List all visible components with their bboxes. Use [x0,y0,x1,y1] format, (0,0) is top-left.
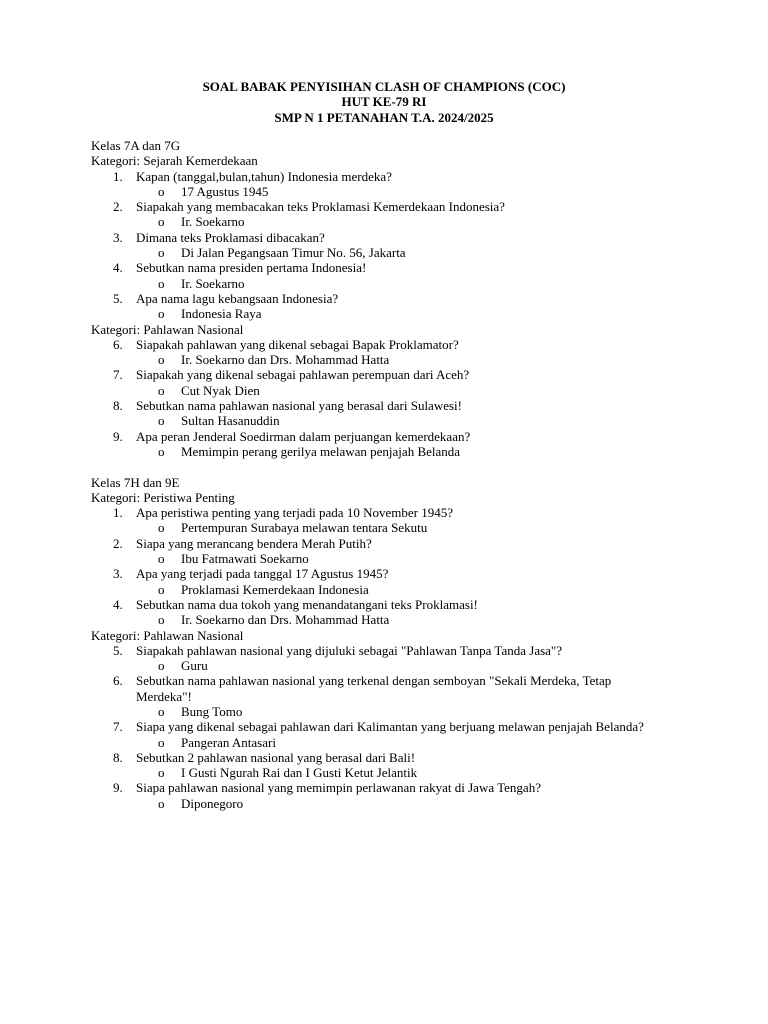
bullet-icon: o [158,734,165,750]
bullet-icon: o [158,214,165,230]
answer-item [91,444,691,459]
answer-item [91,765,691,780]
answer-text: Ir. Soekarno [181,214,245,230]
question-item [91,429,666,444]
question-text: Siapa yang dikenal sebagai pahlawan dari Kalimantan yang berjuang melawan penjajah Belanda? [136,719,644,735]
bullet-icon: o [158,612,165,628]
answer-item [91,612,691,627]
question-item [91,260,666,275]
answer-text: Bung Tomo [181,703,243,719]
question-text: Siapakah yang membacakan teks Proklamasi Kemerdekaan Indonesia? [136,199,505,215]
question-text: Siapa pahlawan nasional yang memimpin perlawanan rakyat di Jawa Tengah? [136,780,541,796]
question-number: 9. [113,780,123,796]
bullet-icon: o [158,183,165,199]
bullet-icon: o [158,703,165,719]
question-text: Sebutkan 2 pahlawan nasional yang berasal dari Bali! [136,749,416,765]
answer-item [91,704,691,719]
question-number: 1. [113,168,123,184]
question-text: Siapakah pahlawan nasional yang dijuluki sebagai "Pahlawan Tanpa Tanda Jasa"? [136,642,562,658]
answer-text: Ir. Soekarno dan Drs. Mohammad Hatta [181,352,390,368]
question-item [91,643,666,658]
document-body [91,138,691,811]
section-spacer [91,459,691,474]
section-heading-kelas-7h-9e: Kelas 7H dan 9E [91,474,180,490]
question-number: 3. [113,566,123,582]
question-text: Sebutkan nama pahlawan nasional yang berasal dari Sulawesi! [136,398,462,414]
answer-item [91,383,691,398]
answer-item [91,306,691,321]
category-heading-pahlawan-nasional-2: Kategori: Pahlawan Nasional [91,627,244,643]
answer-item [91,184,691,199]
answer-text: Pertempuran Surabaya melawan tentara Sekutu [181,520,428,536]
question-item [91,169,666,184]
answer-text: Indonesia Raya [181,306,262,322]
question-item [91,597,666,612]
question-number: 7. [113,719,123,735]
answer-text: Proklamasi Kemerdekaan Indonesia [181,581,369,597]
answer-item [91,352,691,367]
bullet-icon: o [158,658,165,674]
answer-item [91,735,691,750]
question-number: 4. [113,260,123,276]
question-item [91,750,666,765]
question-item [91,780,666,795]
question-item [91,505,666,520]
question-number: 2. [113,199,123,215]
bullet-icon: o [158,306,165,322]
answer-text: Di Jalan Pegangsaan Timur No. 56, Jakarta [181,245,406,261]
bullet-icon: o [158,245,165,261]
answer-text: Cut Nyak Dien [181,382,260,398]
question-number: 1. [113,505,123,521]
question-text: Apa peristiwa penting yang terjadi pada 10 November 1945? [136,505,453,521]
answer-text: I Gusti Ngurah Rai dan I Gusti Ketut Jelantik [181,765,418,781]
question-item [91,291,666,306]
question-item [91,673,666,704]
answer-text: Ibu Fatmawati Soekarno [181,551,309,567]
answer-item [91,245,691,260]
answer-text: Guru [181,658,208,674]
question-number: 5. [113,290,123,306]
answer-item [91,582,691,597]
question-item [91,536,666,551]
question-number: 7. [113,367,123,383]
question-number: 5. [113,642,123,658]
bullet-icon: o [158,551,165,567]
answer-text: Pangeran Antasari [181,734,276,750]
question-item [91,337,666,352]
answer-item [91,796,691,811]
bullet-icon: o [158,275,165,291]
document-title: SOAL BABAK PENYISIHAN CLASH OF CHAMPIONS (COC) [202,79,566,94]
answer-item [91,551,691,566]
question-text: Dimana teks Proklamasi dibacakan? [136,229,325,245]
answer-text: Memimpin perang gerilya melawan penjajah Belanda [181,443,461,459]
question-item [91,230,666,245]
answer-text: Sultan Hasanuddin [181,413,280,429]
bullet-icon: o [158,352,165,368]
question-item [91,367,666,382]
question-text: Siapakah pahlawan yang dikenal sebagai Bapak Proklamator? [136,336,459,352]
bullet-icon: o [158,520,165,536]
question-text: Sebutkan nama pahlawan nasional yang terkenal dengan semboyan "Sekali Merdeka, Tetap Merdeka"! [136,673,612,704]
question-text: Sebutkan nama dua tokoh yang menandatangani teks Proklamasi! [136,596,478,612]
section-heading-kelas-7a-7g: Kelas 7A dan 7G [91,138,181,153]
bullet-icon: o [158,382,165,398]
document-subtitle-school: SMP N 1 PETANAHAN T.A. 2024/2025 [274,109,494,125]
bullet-icon: o [158,581,165,597]
answer-text: 17 Agustus 1945 [181,183,269,199]
question-text: Kapan (tanggal,bulan,tahun) Indonesia merdeka? [136,168,392,184]
question-text: Siapa yang merancang bendera Merah Putih? [136,535,372,551]
question-number: 3. [113,229,123,245]
question-number: 9. [113,428,123,444]
answer-text: Ir. Soekarno [181,275,245,291]
document-subtitle-event: HUT KE-79 RI [341,94,427,110]
bullet-icon: o [158,443,165,459]
question-item [91,199,666,214]
question-number: 6. [113,673,123,689]
question-item [91,398,666,413]
document-header [0,79,768,125]
question-number: 8. [113,749,123,765]
bullet-icon: o [158,795,165,811]
question-text: Siapakah yang dikenal sebagai pahlawan perempuan dari Aceh? [136,367,470,383]
question-text: Apa yang terjadi pada tanggal 17 Agustus 1945? [136,566,389,582]
bullet-icon: o [158,413,165,429]
question-number: 6. [113,336,123,352]
question-number: 4. [113,596,123,612]
category-heading-pahlawan-nasional: Kategori: Pahlawan Nasional [91,321,244,337]
question-item [91,719,666,734]
answer-item [91,520,691,535]
question-text: Apa peran Jenderal Soedirman dalam perjuangan kemerdekaan? [136,428,471,444]
question-item [91,566,666,581]
answer-text: Ir. Soekarno dan Drs. Mohammad Hatta [181,612,390,628]
answer-item [91,214,691,229]
question-text: Apa nama lagu kebangsaan Indonesia? [136,290,339,306]
answer-item [91,276,691,291]
answer-text: Diponegoro [181,795,244,811]
question-number: 2. [113,535,123,551]
category-heading-peristiwa-penting: Kategori: Peristiwa Penting [91,489,235,505]
question-number: 8. [113,398,123,414]
question-text: Sebutkan nama presiden pertama Indonesia! [136,260,367,276]
answer-item [91,658,691,673]
answer-item [91,413,691,428]
category-heading-sejarah-kemerdekaan: Kategori: Sejarah Kemerdekaan [91,153,258,169]
bullet-icon: o [158,765,165,781]
